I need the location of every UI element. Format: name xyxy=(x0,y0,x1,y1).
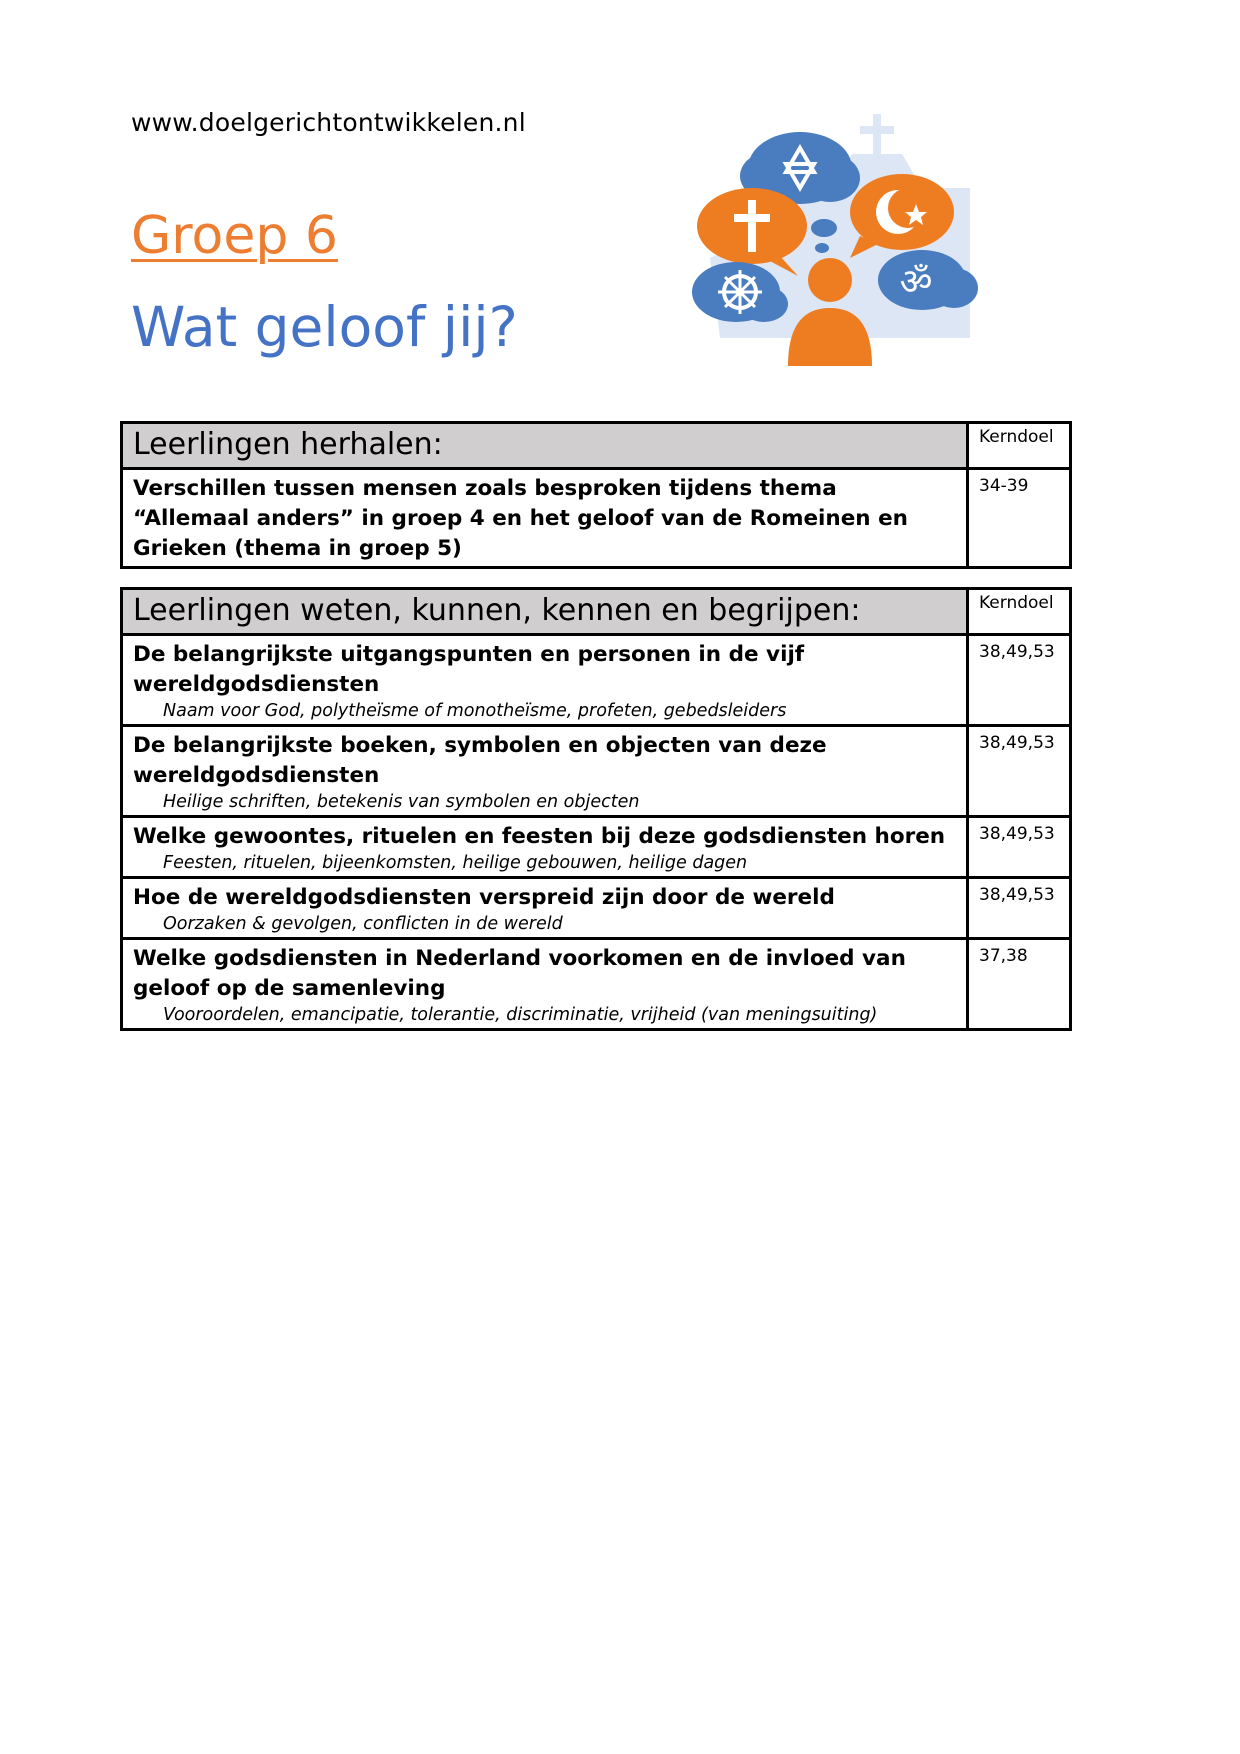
item-main: Hoe de wereldgodsdiensten verspreid zijn door de wereld xyxy=(133,885,835,910)
table-row xyxy=(122,939,1071,1030)
kerndoel-value: 37,38 xyxy=(968,939,1071,1030)
table-row xyxy=(122,635,1071,726)
table-row xyxy=(122,726,1071,817)
item-sub: Feesten, rituelen, bijeenkomsten, heilige gebouwen, heilige dagen xyxy=(163,853,748,873)
table-row xyxy=(122,878,1071,939)
item-main: De belangrijkste boeken, symbolen en objecten van deze wereldgodsdiensten xyxy=(133,733,827,788)
kerndoel-value: 38,49,53 xyxy=(968,878,1071,939)
item-main: Welke godsdiensten in Nederland voorkomen en de invloed van geloof op de samenleving xyxy=(133,946,906,1001)
table-header: Leerlingen herhalen: xyxy=(122,423,968,469)
site-url: www.doelgerichtontwikkelen.nl xyxy=(131,108,526,137)
item-main: Welke gewoontes, rituelen en feesten bij deze godsdiensten horen xyxy=(133,824,946,849)
religions-logo xyxy=(690,108,990,368)
item-sub: Vooroordelen, emancipatie, tolerantie, discriminatie, vrijheid (van meningsuiting) xyxy=(163,1005,878,1025)
table-herhalen xyxy=(120,421,1072,569)
table-weten-kunnen xyxy=(120,587,1072,1031)
kerndoel-header: Kerndoel xyxy=(968,589,1071,635)
item-sub: Heilige schriften, betekenis van symbolen en objecten xyxy=(163,792,640,812)
table-row xyxy=(122,817,1071,878)
item-main: De belangrijkste uitgangspunten en personen in de vijf wereldgodsdiensten xyxy=(133,642,805,697)
theme-title: Wat geloof jij? xyxy=(131,295,518,359)
kerndoel-value: 38,49,53 xyxy=(968,726,1071,817)
item-sub: Naam voor God, polytheïsme of monotheïsme, profeten, gebedsleiders xyxy=(163,701,787,721)
item-sub: Oorzaken & gevolgen, conflicten in de wereld xyxy=(163,914,563,934)
kerndoel-value: 38,49,53 xyxy=(968,817,1071,878)
kerndoel-value: 34-39 xyxy=(968,469,1071,568)
svg-text:ॐ: ॐ xyxy=(899,262,933,303)
item-main: Verschillen tussen mensen zoals besproken tijdens thema “Allemaal anders” in groep 4 en het geloof van de Romeinen en Grieken (thema in groep 5) xyxy=(133,476,908,561)
group-title: Groep 6 xyxy=(131,206,338,266)
table-row xyxy=(122,469,1071,568)
kerndoel-value: 38,49,53 xyxy=(968,635,1071,726)
kerndoel-header: Kerndoel xyxy=(968,423,1071,469)
table-header: Leerlingen weten, kunnen, kennen en begrijpen: xyxy=(122,589,968,635)
